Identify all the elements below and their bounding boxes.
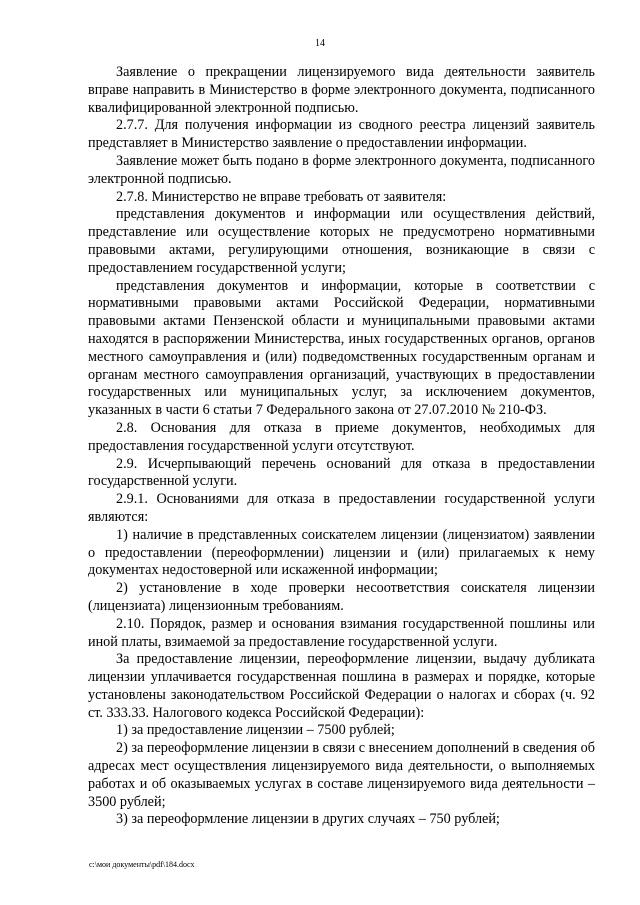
paragraph: 2.7.7. Для получения информации из сводного реестра лицензий заявитель представляет в Министерство заявление о предоставлении информации.	[88, 117, 595, 152]
paragraph: За предоставление лицензии, переоформление лицензии, выдачу дубликата лицензии уплачивается государственная пошлина в размерах и порядке, которые установлены законодательством Российской Федерации о налогах и сборах (ч. 92 ст. 333.33. Налогового кодекса Российской Федерации):	[88, 651, 595, 721]
paragraph: 1) за предоставление лицензии – 7500 рублей;	[116, 722, 395, 739]
paragraph: Заявление может быть подано в форме электронного документа, подписанного электронной подписью.	[88, 152, 595, 187]
paragraph: представления документов и информации или осуществления действий, представление или осуществление которых не предусмотрено нормативными правовыми актами, регулирующими отношения, возникающие в связи с предоставлением государственной услуги;	[88, 206, 595, 276]
document-body	[88, 64, 595, 829]
paragraph: 2.10. Порядок, размер и основания взимания государственной пошлины или иной платы, взимаемой за предоставление государственной услуги.	[88, 615, 595, 650]
page-number: 14	[315, 38, 325, 49]
footer-file-path: c:\мои документы\pdf\184.docx	[89, 860, 195, 869]
paragraph: 2.8. Основания для отказа в приеме документов, необходимых для предоставления государственной услуги отсутствуют.	[88, 419, 595, 454]
paragraph: 2.7.8. Министерство не вправе требовать от заявителя:	[116, 188, 447, 205]
paragraph: 2) за переоформление лицензии в связи с внесением дополнений в сведения об адресах мест осуществления лицензируемого вида деятельности, о выполняемых работах и об оказываемых услугах в составе лицензируемого вида деятельности – 3500 рублей;	[88, 740, 595, 810]
paragraph: представления документов и информации, которые в соответствии с нормативными правовыми актами Российской Федерации, нормативными правовыми актами Пензенской области и муниципальными правовыми актами находятся в распоряжении Министерства, иных государственных органов, органов местного самоуправления и (или) подведомственных государственным органам и органам местного самоуправления организаций, участвующих в предоставлении государственных или муниципальных услуг, за исключением документов, указанных в части 6 статьи 7 Федерального закона от 27.07.2010 № 210-ФЗ.	[88, 277, 595, 419]
paragraph: 3) за переоформление лицензии в других случаях – 750 рублей;	[116, 811, 500, 828]
paragraph: 2.9.1. Основаниями для отказа в предоставлении государственной услуги являются:	[88, 491, 595, 525]
paragraph: 1) наличие в представленных соискателем лицензии (лицензиатом) заявлении о предоставлении (переоформлении) лицензии и (или) прилагаемых к нему документах недостоверной или искаженной информации;	[88, 526, 595, 579]
paragraph: Заявление о прекращении лицензируемого вида деятельности заявитель вправе направить в Министерство в форме электронного документа, подписанного квалифицированной электронной подписью.	[88, 64, 595, 116]
paragraph: 2) установление в ходе проверки несоответствия соискателя лицензии (лицензиата) лицензионным требованиям.	[88, 580, 595, 614]
paragraph: 2.9. Исчерпывающий перечень оснований для отказа в предоставлении государственной услуги.	[88, 455, 595, 490]
